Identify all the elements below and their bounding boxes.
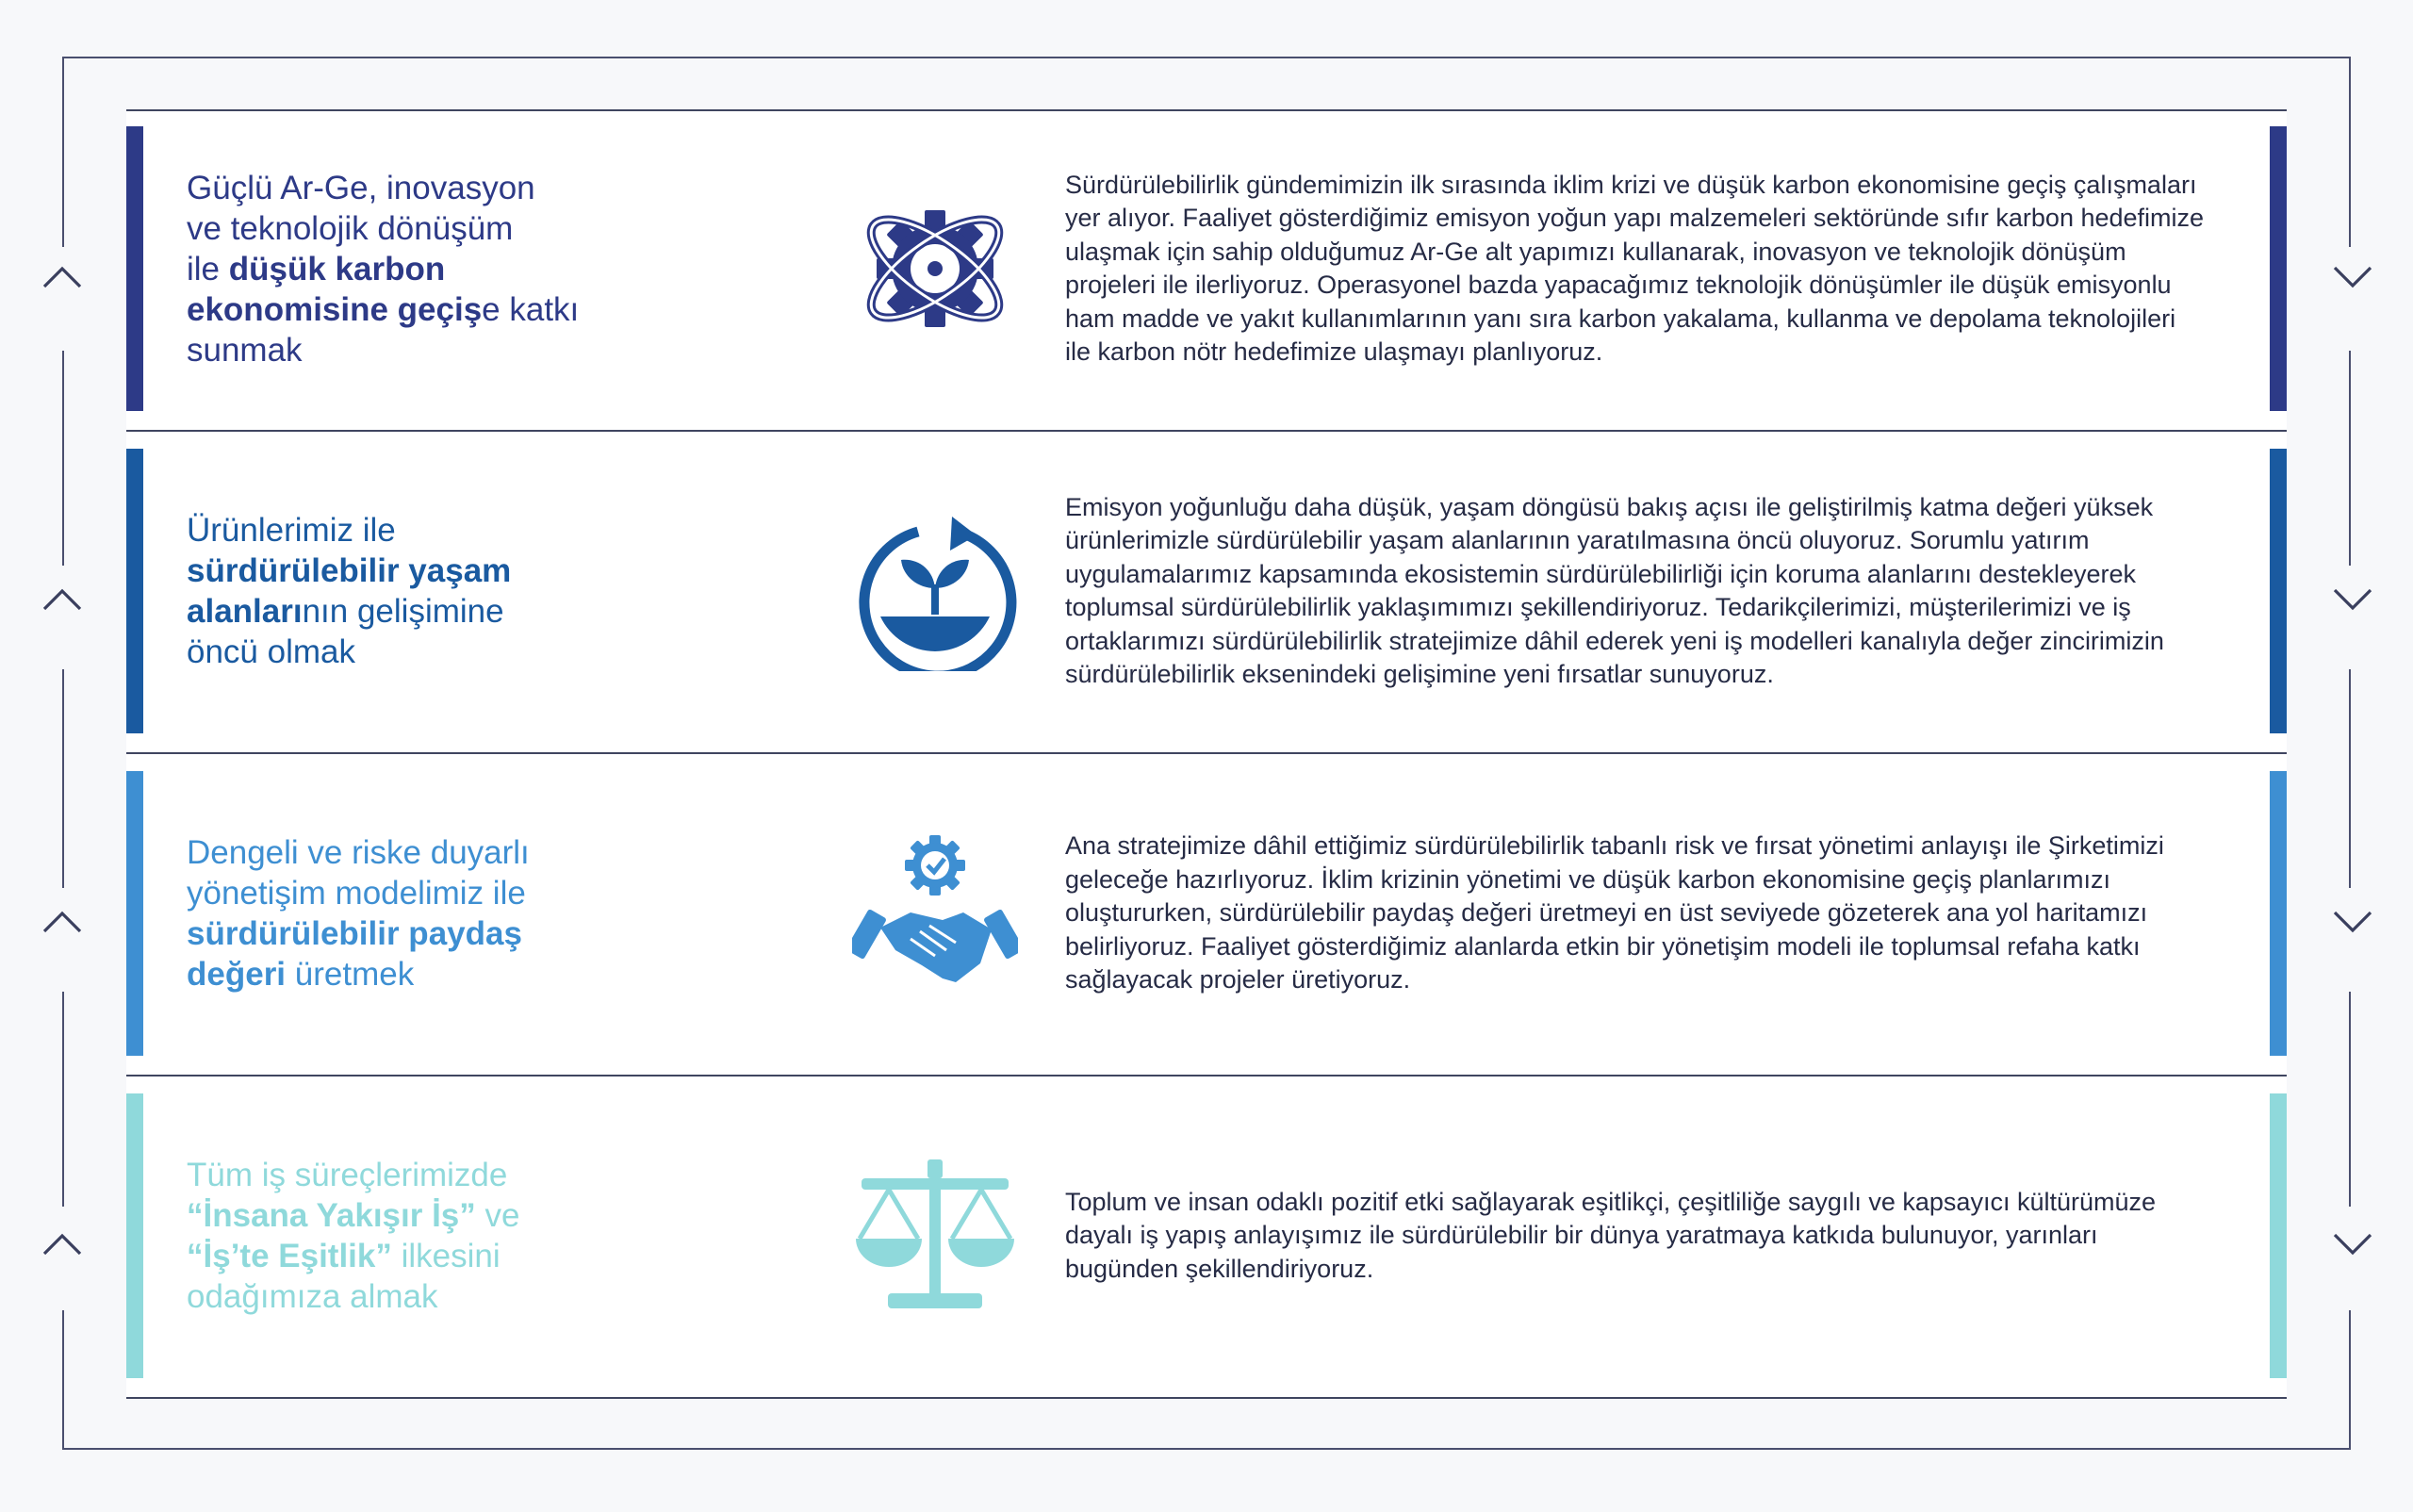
- accent-bar-right: [2270, 771, 2287, 1056]
- title-emphasis: sürdürülebilir yaşam: [187, 552, 512, 589]
- accent-bar-left: [126, 126, 143, 411]
- title-text: odağımıza almak: [187, 1278, 438, 1315]
- frame-gap: [2345, 566, 2356, 669]
- frame-gap: [2345, 888, 2356, 992]
- title-text: öncü olmak: [187, 633, 355, 670]
- row-description: [1065, 1093, 2206, 1378]
- title-emphasis: “İnsana Yakışır İş”: [187, 1197, 476, 1234]
- strategy-row-governance: [126, 771, 2287, 1056]
- row-title: [187, 449, 601, 733]
- row-title: [187, 126, 601, 411]
- divider: [126, 109, 2287, 111]
- title-text: ile: [187, 250, 229, 288]
- title-emphasis: sürdürülebilir paydaş: [187, 915, 522, 952]
- chevron-down-icon[interactable]: [2332, 1231, 2373, 1257]
- title-text: ilkesini: [391, 1238, 501, 1274]
- handshake-gear-icon: [852, 833, 1018, 994]
- title-emphasis: “İş’te Eşitlik”: [187, 1238, 392, 1274]
- title-text: Güçlü Ar-Ge, inovasyon: [187, 169, 535, 206]
- frame-gap: [2345, 247, 2356, 351]
- frame-gap: [57, 1207, 68, 1310]
- title-text: e katkı: [482, 290, 580, 328]
- divider: [126, 430, 2287, 432]
- accent-bar-right: [2270, 1093, 2287, 1378]
- chevron-up-icon[interactable]: [41, 264, 83, 290]
- chevron-down-icon[interactable]: [2332, 264, 2373, 290]
- divider: [126, 1075, 2287, 1076]
- accent-bar-right: [2270, 449, 2287, 733]
- strategy-row-decent-work: [126, 1093, 2287, 1378]
- row-description: [1065, 449, 2206, 733]
- title-text: Tüm iş süreçlerimizde: [187, 1157, 508, 1193]
- frame-gap: [2345, 1207, 2356, 1310]
- accent-bar-right: [2270, 126, 2287, 411]
- title-text: üretmek: [286, 956, 415, 993]
- description-text: Emisyon yoğunluğu daha düşük, yaşam döngüsü bakış açısı ile geliştirilmiş katma değeri yüksek ürünlerimizle sürdürülebilir yaşam alanlarının yaratılmasına öncü oluyoruz. Sorumlu yatırım uygulamalarımız kapsamında ekosistemin sürdürülebilirliği için koruma alanlarını destekleyerek toplumsal sürdürülebilirlik yaklaşımımızı şekillendiriyoruz. Tedarikçilerimizi, müşterilerimizi ve iş ortaklarımızı sürdürülebilirlik stratejimize dâhil ederek yeni iş modelleri kanalıyla değer zincirimizin sürdürülebilirlik eksenindeki gelişimine yeni fırsatlar sunuyoruz.: [1065, 492, 2164, 688]
- frame-gap: [57, 566, 68, 669]
- title-text: sunmak: [187, 331, 303, 369]
- title-emphasis: ekonomisine geçiş: [187, 290, 483, 328]
- frame-gap: [57, 247, 68, 351]
- innovation-gear-atom-icon: [852, 189, 1018, 349]
- chevron-up-icon[interactable]: [41, 909, 83, 935]
- description-text: Ana stratejimize dâhil ettiğimiz sürdürülebilirlik tabanlı risk ve fırsat yönetimi anlayışı ile Şirketimizi geleceğe hazırlıyoruz. İklim krizinin yönetimi ve düşük karbon ekonomisine geçiş planlarımızı oluştururken, sürdürülebilir paydaş değeri üretmeyi en üst seviyede gözeterek ana yol haritamızı belirliyoruz. Faaliyet gösterdiğimiz alanlarda etkin bir yönetişim modeli ile toplumsal refaha katkı sağlayacak projeler üretiyoruz.: [1065, 831, 2164, 994]
- accent-bar-left: [126, 449, 143, 733]
- title-text: nın gelişimine: [302, 593, 504, 630]
- row-title: [187, 771, 601, 1056]
- chevron-up-icon[interactable]: [41, 1231, 83, 1257]
- strategy-row-low-carbon: [126, 126, 2287, 411]
- frame-gap: [57, 888, 68, 992]
- row-title: [187, 1093, 601, 1378]
- title-emphasis: düşük karbon: [228, 250, 446, 288]
- title-emphasis: değeri: [187, 956, 287, 993]
- accent-bar-left: [126, 1093, 143, 1378]
- title-text: Dengeli ve riske duyarlı: [187, 834, 530, 871]
- description-text: Toplum ve insan odaklı pozitif etki sağlayarak eşitlikçi, çeşitliliğe saygılı ve kapsayıcı kültürümüze dayalı iş yapış anlayışımız ile sürdürülebilir bir dünya yaratmaya katkıda bulunuyor, yarınları bugünden şekillendiriyoruz.: [1065, 1187, 2157, 1283]
- title-text: ve teknolojik dönüşüm: [187, 209, 514, 247]
- divider: [126, 752, 2287, 754]
- accent-bar-left: [126, 771, 143, 1056]
- balance-scale-icon: [852, 1156, 1018, 1316]
- title-text: Ürünlerimiz ile: [187, 512, 396, 549]
- title-text: yönetişim modelimiz ile: [187, 875, 526, 912]
- title-text: ve: [475, 1197, 520, 1234]
- strategy-row-living-spaces: [126, 449, 2287, 733]
- divider: [126, 1397, 2287, 1399]
- description-text: Sürdürülebilirlik gündemimizin ilk sırasında iklim krizi ve düşük karbon ekonomisine geçiş çalışmaları yer alıyor. Faaliyet gösterdiğimiz emisyon yoğun yapı malzemeleri sektöründe sıfır karbon hedefimize ulaşmak için sahip olduğumuz Ar-Ge alt yapımızı kullanarak, inovasyon ve teknolojik dönüşüm projeleri ile ilerliyoruz. Operasyonel bazda yapacağımız teknolojik dönüşümler ile düşük emisyonlu ham madde ve yakıt kullanımlarının yanı sıra karbon yakalama, kullanma ve depolama teknolojileri ile karbon nötr hedefimize ulaşmayı planlıyoruz.: [1065, 170, 2205, 366]
- chevron-down-icon[interactable]: [2332, 909, 2373, 935]
- sprout-cycle-icon: [852, 511, 1018, 671]
- chevron-down-icon[interactable]: [2332, 586, 2373, 613]
- chevron-up-icon[interactable]: [41, 586, 83, 613]
- row-description: [1065, 771, 2206, 1056]
- row-description: [1065, 126, 2206, 411]
- title-emphasis: alanları: [187, 593, 303, 630]
